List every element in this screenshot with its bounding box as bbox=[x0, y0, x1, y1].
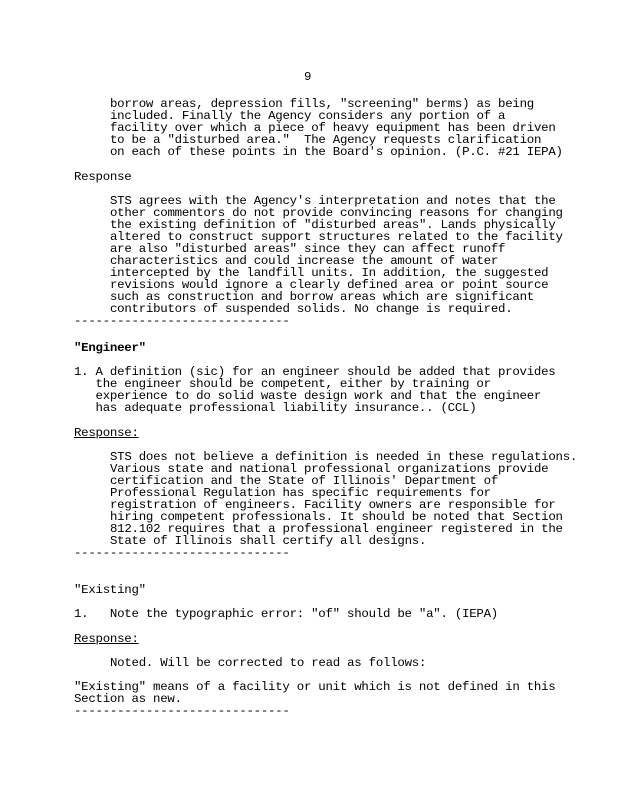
response-2-line-3: certification and the State of Illinois' Department of bbox=[110, 474, 499, 488]
response-2-line-4: Professional Regulation has specific requirements for bbox=[110, 486, 491, 500]
section-heading-engineer: "Engineer" bbox=[74, 341, 146, 355]
divider: ------------------------------ bbox=[74, 546, 290, 560]
response-1-line-5: are also "disturbed areas" since they can affect runoff bbox=[110, 242, 506, 256]
response-1-line-1: STS agrees with the Agency's interpretation and notes that the bbox=[110, 194, 556, 208]
engineer-comment-line-3: experience to do solid waste design work and that the engineer bbox=[74, 389, 542, 403]
response-1-line-6: characteristics and could increase the amount of water bbox=[110, 254, 499, 268]
intro-line-5: on each of these points in the Board's opinion. (P.C. #21 IEPA) bbox=[110, 145, 563, 159]
response-1-line-10: contributors of suspended solids. No change is required. bbox=[110, 302, 513, 316]
response-2-line-1: STS does not believe a definition is needed in these regulations. bbox=[110, 450, 578, 464]
response-heading: Response: bbox=[74, 632, 139, 646]
response-heading: Response bbox=[74, 170, 132, 184]
response-2-line-8: State of Illinois shall certify all designs. bbox=[110, 534, 427, 548]
existing-definition-line-2: Section as new. bbox=[74, 692, 182, 706]
intro-line-3: facility over which a piece of heavy equipment has been driven bbox=[110, 121, 556, 135]
response-1-line-3: the existing definition of "disturbed areas". Lands physically bbox=[110, 218, 556, 232]
existing-comment: 1. Note the typographic error: "of" should be "a". (IEPA) bbox=[74, 607, 498, 621]
response-1-line-7: intercepted by the landfill units. In addition, the suggested bbox=[110, 266, 549, 280]
engineer-comment-line-2: the engineer should be competent, either by training or bbox=[74, 377, 491, 391]
response-1-line-4: altered to construct support structures related to the facility bbox=[110, 230, 563, 244]
response-1-line-2: other commentors do not provide convincing reasons for changing bbox=[110, 206, 563, 220]
intro-line-2: included. Finally the Agency considers any portion of a bbox=[110, 109, 506, 123]
response-2-line-7: 812.102 requires that a professional engineer registered in the bbox=[110, 522, 563, 536]
engineer-comment-line-4: has adequate professional liability insurance.. (CCL) bbox=[74, 401, 477, 415]
response-1-line-8: revisions would ignore a clearly defined area or point source bbox=[110, 278, 549, 292]
response-2-line-5: registration of engineers. Facility owners are responsible for bbox=[110, 498, 556, 512]
response-heading: Response: bbox=[74, 426, 139, 440]
divider: ------------------------------ bbox=[74, 314, 290, 328]
section-heading-existing: "Existing" bbox=[74, 583, 146, 597]
response-1-line-9: such as construction and borrow areas which are significant bbox=[110, 290, 534, 304]
intro-line-4: to be a "disturbed area." The Agency requests clarification bbox=[110, 133, 542, 147]
response-2-line-2: Various state and national professional organizations provide bbox=[110, 462, 549, 476]
intro-line-1: borrow areas, depression fills, "screening" berms) as being bbox=[110, 97, 534, 111]
engineer-comment-line-1: 1. A definition (sic) for an engineer should be added that provides bbox=[74, 365, 556, 379]
page-number: 9 bbox=[304, 70, 312, 84]
response-3-text: Noted. Will be corrected to read as follows: bbox=[110, 656, 427, 670]
divider: ------------------------------ bbox=[74, 704, 290, 718]
response-2-line-6: hiring competent professionals. It should be noted that Section bbox=[110, 510, 563, 524]
existing-definition-line-1: "Existing" means of a facility or unit which is not defined in this bbox=[74, 680, 556, 694]
